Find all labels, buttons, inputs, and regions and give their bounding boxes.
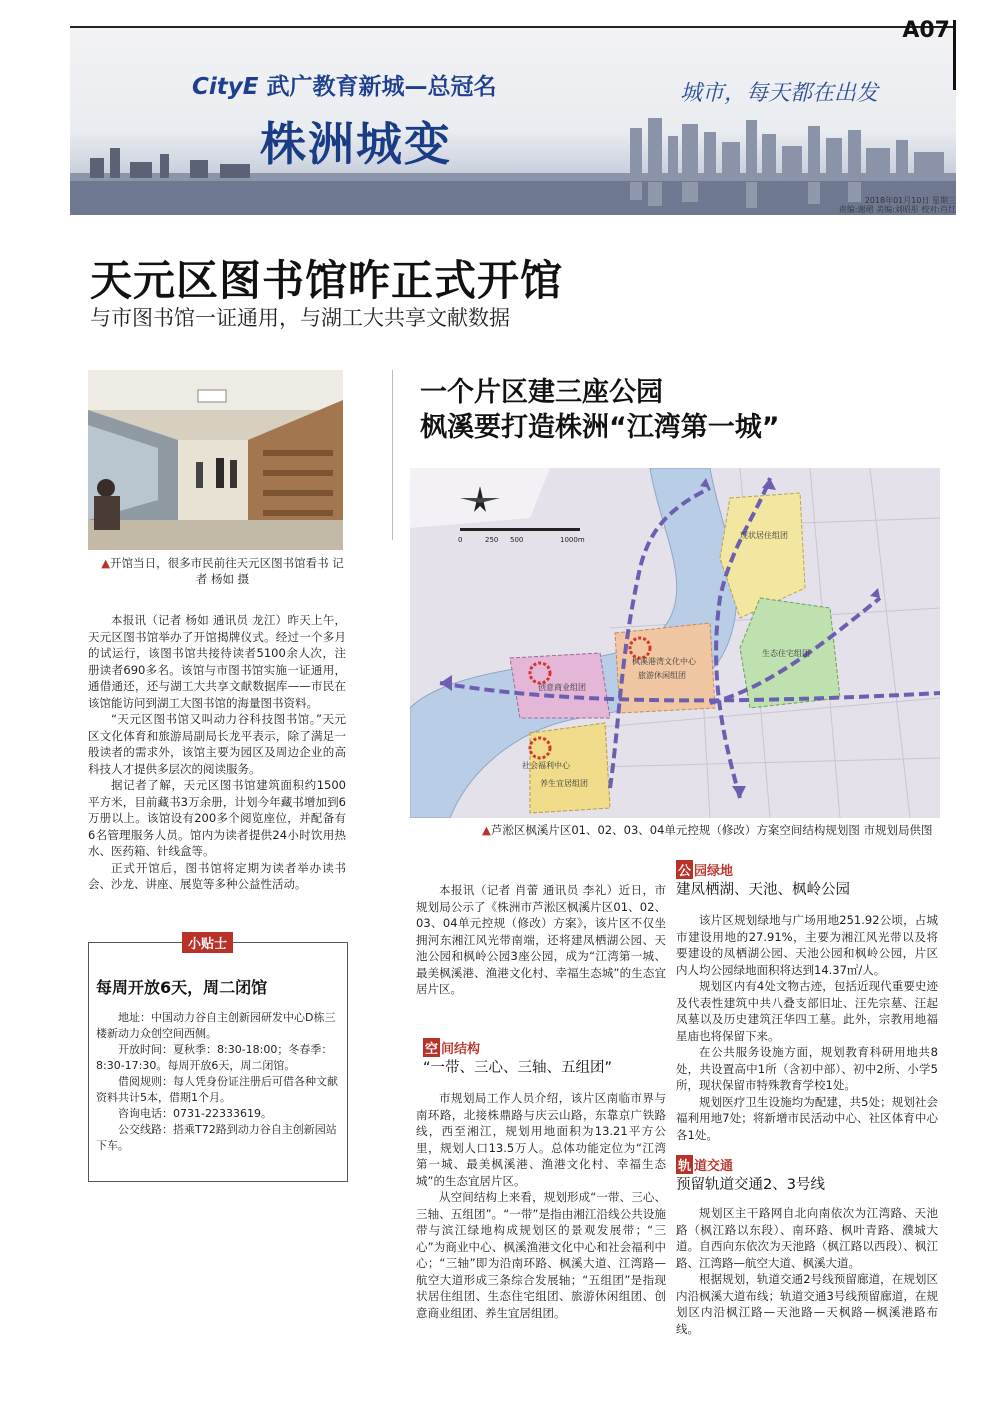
- paragraph: 规划医疗卫生设施均为配建，共5处；规划社会福利用地7处；将新增市民活动中心、社区体育中心各1处。: [676, 1094, 938, 1142]
- map-caption: ▲芦淞区枫溪片区01、02、03、04单元控规（修改）方案空间结构规划图 市规划局供图: [482, 823, 933, 837]
- paragraph: 规划区内有4处文物古迹，包括近现代重要史迹及代表性建筑中共八叠支部旧址、汪先宗墓、汪起凤墓以及历史建筑汪华四工墓。此外，宗教用地福星庙也将保留下来。: [676, 979, 938, 1043]
- section-subtitle: 预留轨道交通2、3号线: [676, 1177, 825, 1193]
- paragraph: 本报讯（记者 肖蕾 通讯员 李礼）近日，市规划局公示了《株洲市芦淞区枫溪片区01、02、03、04单元控规（修改）方案》，该片区不仅坐拥河东湘江风光带南端，还将建凤栖湖公园、天池公园和枫岭公园3座公园，成为“江湾第一城、最美枫溪港、渔港文化村、幸福生态城”的生态宜居片区。: [416, 883, 666, 996]
- paragraph: 本报讯（记者 杨如 通讯员 龙江）昨天上午，天元区图书馆举办了开馆揭牌仪式。经过一个多月的试运行，该图书馆共接待读者5100余人次，注册读者690多名。该馆与市图书馆实施一证通用，通借通还，还与湖工大共享文献数据库——市民在该馆能访问到湖工大图书馆的海量图书资料。: [88, 613, 346, 710]
- tips-tag: 小贴士: [182, 932, 233, 953]
- right-headline-line2: 枫溪要打造株洲“江湾第一城”: [420, 412, 780, 443]
- column-divider: [392, 370, 393, 540]
- paragraph: 根据规划，轨道交通2号线预留廊道，在规划区内沿枫溪大道布线；轨道交通3号线预留廊道，在规划区内沿枫江路—天池路—天枫路—枫溪港路布线。: [676, 1272, 938, 1336]
- sponsor-text: 武广教育新城—总冠名: [266, 74, 497, 100]
- right-headline-line1: 一个片区建三座公园: [420, 377, 663, 408]
- sponsor-logo: CityE: [192, 74, 259, 100]
- paragraph: 正式开馆后，图书馆将定期为读者举办读书会、沙龙、讲座、展览等多种公益性活动。: [88, 860, 346, 891]
- planning-map: [410, 468, 940, 818]
- tips-line: 借阅规则：每人凭身份证注册后可借各种文献资料共计5本，借期1个月。: [96, 1075, 338, 1104]
- section-heading-parks: 公 园绿地: [676, 860, 733, 879]
- main-headline: 天元区图书馆昨正式开馆: [90, 256, 564, 305]
- paragraph: 该片区规划绿地与广场用地251.92公顷，占城市建设用地的27.91%，主要为湘江风光带以及将要建设的凤栖湖公园、天池公园和枫岭公园，片区内人均公园绿地面积将达到14.37㎡/人。: [676, 913, 938, 977]
- section-body-structure: [416, 1090, 666, 1321]
- paragraph: 规划区主干路网自北向南依次为江湾路、天池路（枫江路以东段）、南环路、枫叶青路、濮城大道。自西向东依次为天池路（枫江路以西段）、枫江路、江湾路—航空大道、枫溪大道。: [676, 1206, 938, 1270]
- caption-marker-icon: ▲: [482, 823, 491, 837]
- scale-label: 500: [510, 536, 524, 544]
- caption-marker-icon: ▲: [101, 556, 111, 570]
- tips-title: 每周开放6天，周二闭馆: [96, 978, 268, 997]
- zone-label: 旅游休闲组团: [638, 671, 686, 680]
- right-article-intro: [416, 882, 666, 998]
- planning-map-graphic: [410, 468, 940, 818]
- photo-caption: ▲开馆当日，很多市民前往天元区图书馆看书 记者 杨如 摄: [101, 556, 344, 586]
- section-subtitle: “一带、三心、三轴、五组团”: [423, 1060, 613, 1076]
- header-banner: [70, 26, 956, 215]
- slogan: 城市，每天都在出发: [680, 81, 879, 106]
- zone-label: 养生宜居组团: [540, 779, 588, 788]
- tips-body: [96, 1010, 342, 1154]
- paragraph: “天元区图书馆又叫动力谷科技图书馆。”天元区文化体育和旅游局副局长龙平表示，除了满足一般读者的需求外，该馆主要为园区及周边企业的高科技人才提供多层次的阅读服务。: [88, 712, 346, 776]
- issue-date: 2018年01月10日 星期三: [864, 196, 956, 205]
- library-interior-image: [88, 370, 343, 550]
- zone-label: 现状居住组团: [740, 531, 788, 540]
- tips-line: 公交线路：搭乘T72路到动力谷自主创新园站下车。: [96, 1123, 337, 1152]
- paragraph: 市规划局工作人员介绍，该片区南临市界与南环路，北接株鼎路与庆云山路，东靠京广铁路线，西至湘江，规划用地面积为13.21平方公里，规划人口13.5万人。总体功能定位为“江湾第一城、最美枫溪港、渔港文化村、幸福生态城”的生态宜居片区。: [416, 1091, 666, 1188]
- paragraph: 在公共服务设施方面，规划教育科研用地共8处，共设置高中1所（含初中部）、初中2所、小学5所，现状保留市特殊教育学校1处。: [676, 1045, 938, 1092]
- page-number-bar: [953, 20, 956, 90]
- main-subhead: 与市图书馆一证通用，与湖工大共享文献数据: [90, 306, 510, 330]
- section-title: 株洲城变: [260, 117, 452, 171]
- section-subtitle: 建凤栖湖、天池、枫岭公园: [676, 882, 850, 898]
- scale-label: 250: [485, 536, 499, 544]
- section-body-transit: [676, 1205, 938, 1337]
- zone-label: 生态住宅组团: [762, 649, 810, 658]
- scale-label: 1000m: [560, 536, 585, 544]
- tips-line: 地址：中国动力谷自主创新园研发中心D栋三楼新动力众创空间西侧。: [96, 1011, 336, 1040]
- library-photo: [88, 370, 343, 550]
- paragraph: 从空间结构上来看，规划形成“一带、三心、三轴、五组团”。“一带”是指由湘江沿线公共设施带与滨江绿地构成规划区的景观发展带；“三心”为商业中心、枫溪渔港文化中心和社会福利中心；“三轴”即为沿南环路、枫溪大道、江湾路—航空大道形成三条综合发展轴；“五组团”是指现状居住组团、生态住宅组团、旅游休闲组团、创意商业组团、养生宜居组团。: [416, 1190, 666, 1320]
- zone-label: 创意商业组团: [538, 683, 586, 692]
- main-article-body: [88, 612, 346, 893]
- scale-label: 0: [458, 536, 463, 544]
- sponsor-line: [192, 68, 496, 101]
- section-heading-structure: 空 间结构: [423, 1038, 480, 1057]
- zone-label: 枫溪港湾文化中心: [632, 657, 696, 666]
- page-number: A07: [902, 18, 950, 43]
- zone-label: 社会福利中心: [522, 761, 570, 770]
- tips-line: 开放时间：夏秋季：8:30-18:00；冬春季：8:30-17:30。每周开放6天，周二闭馆。: [96, 1043, 333, 1072]
- tips-line: 咨询电话：0731-22333619。: [118, 1107, 272, 1120]
- paragraph: 据记者了解，天元区图书馆建筑面积约1500平方米，目前藏书3万余册，计划今年藏书增加到6万册以上。该馆设有200多个阅览座位，并配备有6名管理服务人员。馆内为读者提供24小时饮用热水、医药箱、针线盒等。: [88, 778, 346, 858]
- section-body-parks: [676, 912, 938, 1143]
- dateline: [720, 196, 956, 214]
- section-heading-transit: 轨 道交通: [676, 1155, 733, 1174]
- credits: 责编:谢珺 美编:刘昭彤 校对:肖红: [838, 205, 956, 214]
